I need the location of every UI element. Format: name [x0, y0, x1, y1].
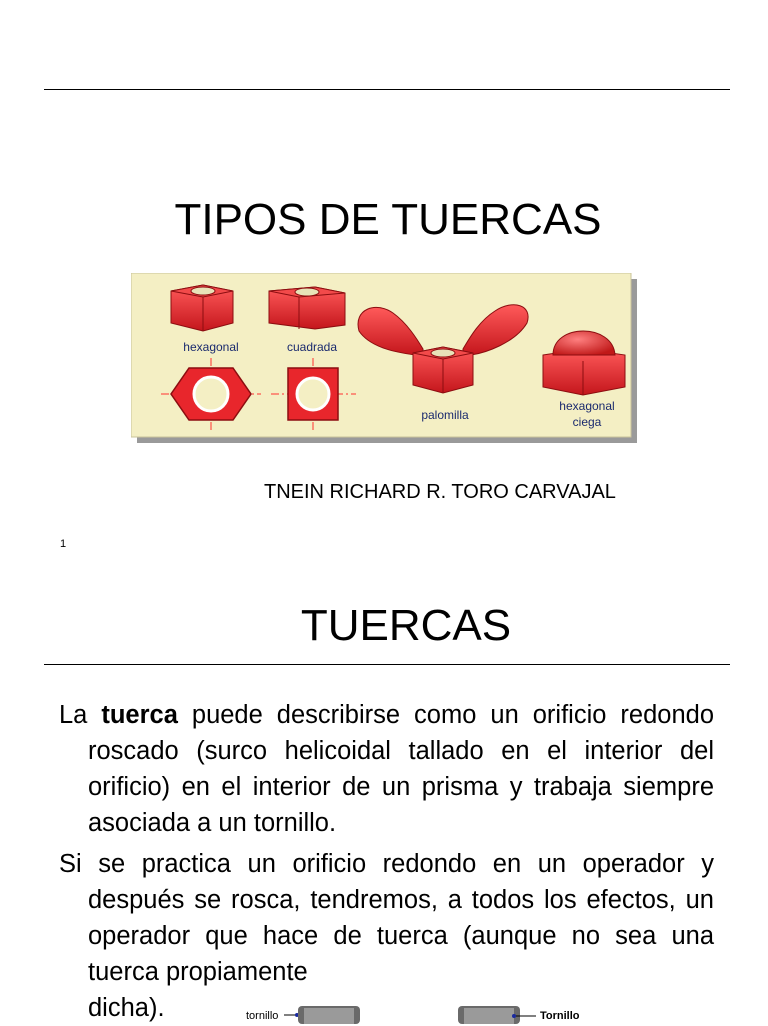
- top-rule: [44, 89, 730, 90]
- bolt-left-figure: [284, 1002, 364, 1024]
- page-number: 1: [60, 538, 67, 550]
- paragraph-practice: [59, 846, 714, 1026]
- p1-bold-term: tuerca: [101, 701, 178, 729]
- label-hexagonal: hexagonal: [183, 340, 239, 354]
- p2-body: Si se practica un orificio redondo en un operador y después se rosca, tendremos, a todos los efectos, un operador que hace de tuerca (aunque no sea una tuerca propiamente: [59, 850, 714, 986]
- label-cuadrada: cuadrada: [286, 340, 338, 354]
- section-title: TUERCAS: [300, 601, 512, 650]
- slide-title: TIPOS DE TUERCAS: [174, 195, 602, 244]
- square-nut-3d: [269, 287, 345, 329]
- label-tornillo-right: Tornillo: [540, 1010, 580, 1022]
- label-palomilla: palomilla: [421, 408, 469, 422]
- label-ciega-line1: hexagonal: [559, 399, 615, 413]
- nut-types-figure: [131, 273, 637, 443]
- hexagonal-nut-3d: [171, 285, 233, 331]
- bolt-right-figure: [456, 1002, 536, 1024]
- paragraph-definition: [59, 697, 714, 841]
- label-ciega-line2: ciega: [572, 415, 602, 429]
- p2-end: dicha).: [88, 994, 165, 1022]
- p1-prefix: La: [59, 701, 102, 729]
- label-tornillo-left: tornillo: [246, 1010, 279, 1022]
- section-rule: [44, 664, 730, 665]
- author-name: TNEIN RICHARD R. TORO CARVAJAL: [264, 481, 616, 503]
- p1-body: puede describirse como un orificio redondo roscado (surco helicoidal tallado en el interior del orificio) en el interior de un prisma y trabaja siempre asociada a un tornillo.: [88, 701, 715, 837]
